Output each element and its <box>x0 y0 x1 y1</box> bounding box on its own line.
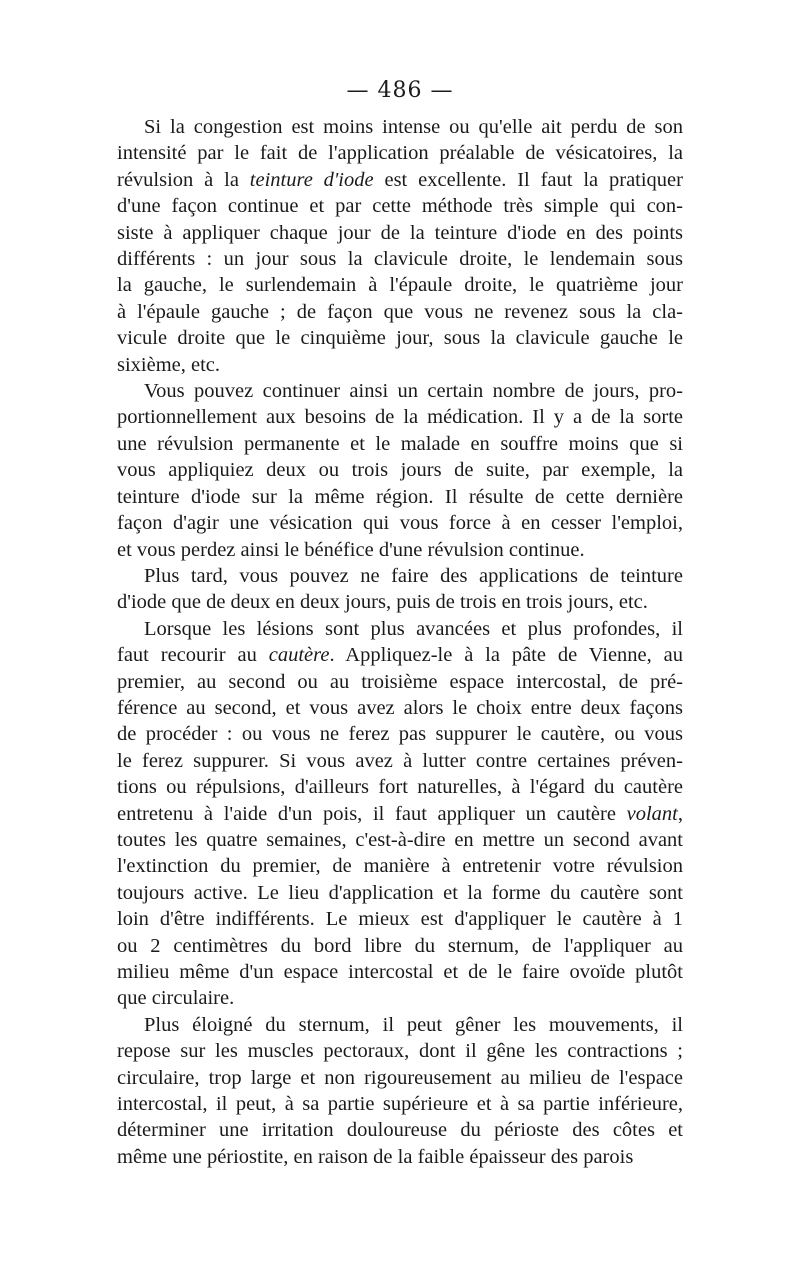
text-line <box>117 616 683 642</box>
text-run: teinture d'iode sur la même région. Il résulte de cette dernière <box>117 485 683 508</box>
text-line <box>117 774 683 800</box>
text-line <box>117 1117 683 1143</box>
text-line <box>117 589 683 615</box>
text-line <box>117 537 683 563</box>
text-line <box>117 880 683 906</box>
paragraph <box>117 616 683 1012</box>
text-run: à l'épaule gauche ; de façon que vous ne revenez sous la cla- <box>117 300 683 323</box>
text-run: que circulaire. <box>117 987 235 1010</box>
text-run: l'extinction du premier, de manière à entretenir votre révulsion <box>117 855 683 878</box>
text-line <box>117 140 683 166</box>
text-line <box>117 352 683 378</box>
text-run: une révulsion permanente et le malade en souffre moins que si <box>117 432 683 455</box>
text-line <box>117 272 683 298</box>
text-run: Lorsque les lésions sont plus avancées et plus profondes, il <box>144 617 683 640</box>
text-line <box>117 114 683 140</box>
text-run: façon d'agir une vésication qui vous force à en cesser l'emploi, <box>117 512 683 535</box>
text-run: faut recourir au <box>117 644 269 667</box>
text-run: vous appliquiez deux ou trois jours de suite, par exemple, la <box>117 459 683 482</box>
text-run: . Appliquez-le à la pâte de Vienne, au <box>329 644 684 667</box>
text-run: est excellente. Il faut la pratiquer <box>373 168 683 191</box>
text-run: siste à appliquer chaque jour de la teinture d'iode en des points <box>117 221 683 244</box>
text-run: d'une façon continue et par cette méthode très simple qui con- <box>117 195 683 218</box>
text-line <box>117 801 683 827</box>
text-run: entretenu à l'aide d'un pois, il faut appliquer un cautère <box>117 802 627 825</box>
text-line <box>117 1065 683 1091</box>
text-line <box>117 933 683 959</box>
body-text <box>117 114 683 1170</box>
text-line <box>117 721 683 747</box>
text-line <box>117 1038 683 1064</box>
text-run: même une périostite, en raison de la faible épaisseur des parois <box>117 1145 634 1168</box>
text-line <box>117 510 683 536</box>
text-run: et vous perdez ainsi le bénéfice d'une révulsion continue. <box>117 538 585 561</box>
text-run: premier, au second ou au troisième espace intercostal, de pré- <box>117 670 683 693</box>
paragraph <box>117 1012 683 1170</box>
text-line <box>117 1012 683 1038</box>
text-run: d'iode que de deux en deux jours, puis de trois en trois jours, etc. <box>117 591 648 614</box>
text-line <box>117 220 683 246</box>
text-line <box>117 853 683 879</box>
text-run: intensité par le fait de l'application préalable de vésicatoires, la <box>117 142 683 165</box>
paragraph <box>117 114 683 378</box>
text-line <box>117 1091 683 1117</box>
text-run: sixième, etc. <box>117 353 221 376</box>
text-line <box>117 985 683 1011</box>
text-run: milieu même d'un espace intercostal et de le faire ovoïde plutôt <box>117 961 683 983</box>
text-line <box>117 431 683 457</box>
text-run: loin d'être indifférents. Le mieux est d'appliquer le cautère à 1 <box>117 908 683 931</box>
text-line <box>117 959 683 985</box>
text-run: le ferez suppurer. Si vous avez à lutter contre certaines préven- <box>117 749 683 772</box>
text-run: Vous pouvez continuer ainsi un certain nombre de jours, pro- <box>144 380 683 403</box>
text-run: Si la congestion est moins intense ou qu'elle ait perdu de son <box>144 116 683 138</box>
text-run: toutes les quatre semaines, c'est-à-dire en mettre un second avant <box>117 828 683 851</box>
text-line <box>117 325 683 351</box>
paragraph <box>117 563 683 616</box>
text-run: férence au second, et vous avez alors le choix entre deux façons <box>117 696 683 719</box>
text-run: , <box>677 802 683 825</box>
paragraph <box>117 378 683 563</box>
text-line <box>117 299 683 325</box>
text-line <box>117 1144 683 1170</box>
page-number: — 486 — <box>346 78 454 103</box>
text-run: vicule droite que le cinquième jour, sous la clavicule gauche le <box>117 327 683 350</box>
text-run: circulaire, trop large et non rigoureusement au milieu de l'espace <box>117 1066 683 1089</box>
text-line <box>117 457 683 483</box>
text-line <box>117 669 683 695</box>
text-line <box>117 642 683 668</box>
text-line <box>117 404 683 430</box>
text-run: repose sur les muscles pectoraux, dont il gêne les contractions ; <box>117 1040 683 1063</box>
text-line <box>117 167 683 193</box>
text-run: tions ou répulsions, d'ailleurs fort naturelles, à l'égard du cautère <box>117 776 683 799</box>
text-line <box>117 563 683 589</box>
text-run: toujours active. Le lieu d'application et la forme du cautère sont <box>117 881 683 904</box>
text-run: de procéder : ou vous ne ferez pas suppurer le cautère, ou vous <box>117 723 683 746</box>
text-run: Plus tard, vous pouvez ne faire des applications de teinture <box>144 564 683 587</box>
text-line <box>117 906 683 932</box>
text-run: déterminer une irritation douloureuse du périoste des côtes et <box>117 1119 683 1142</box>
text-run: intercostal, il peut, à sa partie supérieure et à sa partie inférieure, <box>117 1093 683 1116</box>
text-line <box>117 246 683 272</box>
text-line <box>117 484 683 510</box>
italic-term: teinture d'iode <box>249 168 374 191</box>
text-run: Plus éloigné du sternum, il peut gêner les mouvements, il <box>144 1013 683 1036</box>
text-run: la gauche, le surlendemain à l'épaule droite, le quatrième jour <box>117 274 683 297</box>
text-run: différents : un jour sous la clavicule droite, le lendemain sous <box>117 248 683 271</box>
text-run: révulsion à la <box>117 168 250 191</box>
text-line <box>117 748 683 774</box>
italic-term: cautère <box>268 644 330 667</box>
text-line <box>117 695 683 721</box>
text-run: portionnellement aux besoins de la médication. Il y a de la sorte <box>117 406 683 429</box>
text-line <box>117 378 683 404</box>
text-line <box>117 827 683 853</box>
text-run: ou 2 centimètres du bord libre du sternum, de l'appliquer au <box>117 934 683 957</box>
italic-term: volant <box>626 802 678 825</box>
text-line <box>117 193 683 219</box>
